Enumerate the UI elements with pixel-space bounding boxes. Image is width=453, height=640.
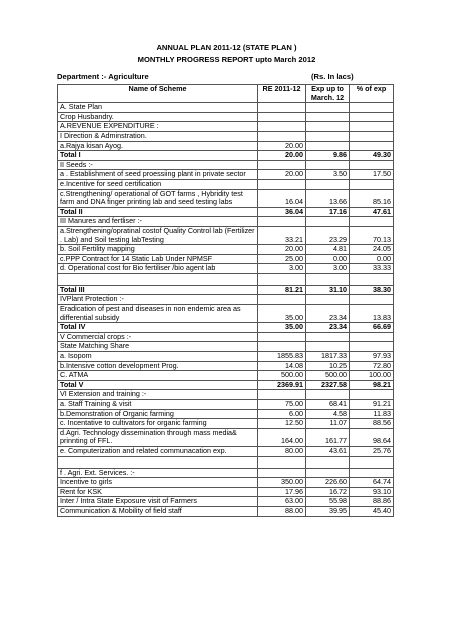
table-row bbox=[58, 456, 394, 468]
scheme-name-cell: e. Computerization and related communacation exp. bbox=[58, 446, 258, 456]
table-row bbox=[58, 273, 394, 285]
exp-value-cell: 16.72 bbox=[306, 487, 350, 497]
pct-value-cell bbox=[350, 112, 394, 122]
department-label: Department :- Agriculture bbox=[57, 72, 149, 81]
pct-value-cell bbox=[350, 160, 394, 170]
table-row bbox=[58, 419, 394, 429]
col-header-scheme: Name of Scheme bbox=[58, 85, 258, 103]
exp-value-cell bbox=[306, 160, 350, 170]
report-subtitle: MONTHLY PROGRESS REPORT upto March 2012 bbox=[137, 55, 316, 64]
pct-value-cell: 88.86 bbox=[350, 497, 394, 507]
pct-value-cell: 24.05 bbox=[350, 245, 394, 255]
exp-value-cell: 161.77 bbox=[306, 428, 350, 446]
exp-value-cell: 23.34 bbox=[306, 323, 350, 333]
re-value-cell bbox=[258, 122, 306, 132]
re-value-cell: 75.00 bbox=[258, 400, 306, 410]
exp-value-cell: 31.10 bbox=[306, 285, 350, 295]
scheme-name-cell bbox=[58, 273, 258, 285]
pct-value-cell bbox=[350, 179, 394, 189]
exp-value-cell: 13.66 bbox=[306, 189, 350, 207]
table-row bbox=[58, 305, 394, 323]
scheme-name-cell: a.Rajya kisan Ayog. bbox=[58, 141, 258, 151]
exp-value-cell: 43.61 bbox=[306, 446, 350, 456]
scheme-name-cell: A. State Plan bbox=[58, 103, 258, 113]
table-row bbox=[58, 342, 394, 352]
scheme-name-cell: c.Strengthening/ operational of GOT farms , Hybridity test farm and DNA finger printing lab and seed testing labs bbox=[58, 189, 258, 207]
exp-value-cell bbox=[306, 273, 350, 285]
re-value-cell: 3.00 bbox=[258, 264, 306, 274]
table-row bbox=[58, 506, 394, 516]
scheme-name-cell: a. Staff Training & visit bbox=[58, 400, 258, 410]
exp-value-cell: 10.25 bbox=[306, 361, 350, 371]
pct-value-cell: 98.64 bbox=[350, 428, 394, 446]
pct-value-cell: 85.16 bbox=[350, 189, 394, 207]
scheme-name-cell: b. Soil Fertility mapping bbox=[58, 245, 258, 255]
re-value-cell: 20.00 bbox=[258, 245, 306, 255]
table-row bbox=[58, 468, 394, 478]
exp-value-cell bbox=[306, 179, 350, 189]
pct-value-cell: 70.13 bbox=[350, 226, 394, 244]
scheme-name-cell: IVPlant Protection :- bbox=[58, 295, 258, 305]
scheme-name-cell: Eradication of pest and diseases in non endemic area as differential subsidy bbox=[58, 305, 258, 323]
exp-value-cell bbox=[306, 332, 350, 342]
scheme-name-cell: c.PPP Contract for 14 Static Lab Under NPMSF bbox=[58, 254, 258, 264]
department-line bbox=[57, 72, 382, 82]
scheme-name-cell bbox=[58, 456, 258, 468]
pct-value-cell: 97.93 bbox=[350, 352, 394, 362]
progress-table bbox=[57, 84, 394, 517]
re-value-cell bbox=[258, 179, 306, 189]
re-value-cell: 500.00 bbox=[258, 371, 306, 381]
pct-value-cell bbox=[350, 217, 394, 227]
exp-value-cell: 55.98 bbox=[306, 497, 350, 507]
pct-value-cell: 25.76 bbox=[350, 446, 394, 456]
table-row bbox=[58, 390, 394, 400]
re-value-cell bbox=[258, 390, 306, 400]
scheme-name-cell: V Commercial crops :- bbox=[58, 332, 258, 342]
table-row bbox=[58, 226, 394, 244]
scheme-name-cell: Incentive to girls bbox=[58, 478, 258, 488]
col-header-re: RE 2011-12 bbox=[258, 85, 306, 103]
table-row bbox=[58, 380, 394, 390]
exp-value-cell: 4.81 bbox=[306, 245, 350, 255]
pct-value-cell: 66.69 bbox=[350, 323, 394, 333]
re-value-cell bbox=[258, 160, 306, 170]
scheme-name-cell: II Seeds :- bbox=[58, 160, 258, 170]
pct-value-cell: 47.61 bbox=[350, 207, 394, 217]
scheme-name-cell: Total III bbox=[58, 285, 258, 295]
exp-value-cell bbox=[306, 217, 350, 227]
pct-value-cell: 100.00 bbox=[350, 371, 394, 381]
re-value-cell: 17.96 bbox=[258, 487, 306, 497]
exp-value-cell: 23.29 bbox=[306, 226, 350, 244]
re-value-cell: 12.50 bbox=[258, 419, 306, 429]
table-row bbox=[58, 112, 394, 122]
pct-value-cell: 17.50 bbox=[350, 170, 394, 180]
exp-value-cell: 500.00 bbox=[306, 371, 350, 381]
pct-value-cell: 38.30 bbox=[350, 285, 394, 295]
table-row bbox=[58, 409, 394, 419]
re-value-cell bbox=[258, 131, 306, 141]
table-row bbox=[58, 254, 394, 264]
table-row bbox=[58, 179, 394, 189]
re-value-cell: 33.21 bbox=[258, 226, 306, 244]
scheme-name-cell: a.Strengthening/opratinal costof Quality Control lab (Fertilizer . Lab) and Soil testing labTesting bbox=[58, 226, 258, 244]
pct-value-cell bbox=[350, 103, 394, 113]
exp-value-cell: 3.50 bbox=[306, 170, 350, 180]
table-row bbox=[58, 352, 394, 362]
re-value-cell: 80.00 bbox=[258, 446, 306, 456]
table-row bbox=[58, 264, 394, 274]
table-row bbox=[58, 332, 394, 342]
re-value-cell bbox=[258, 468, 306, 478]
exp-value-cell: 23.34 bbox=[306, 305, 350, 323]
table-row bbox=[58, 428, 394, 446]
scheme-name-cell: State Matching Share bbox=[58, 342, 258, 352]
exp-value-cell bbox=[306, 122, 350, 132]
re-value-cell bbox=[258, 295, 306, 305]
table-row bbox=[58, 217, 394, 227]
re-value-cell bbox=[258, 273, 306, 285]
table-row bbox=[58, 141, 394, 151]
scheme-name-cell: e.Incentive for seed certification bbox=[58, 179, 258, 189]
exp-value-cell bbox=[306, 456, 350, 468]
scheme-name-cell: Total I bbox=[58, 151, 258, 161]
pct-value-cell: 45.40 bbox=[350, 506, 394, 516]
exp-value-cell bbox=[306, 295, 350, 305]
pct-value-cell bbox=[350, 122, 394, 132]
exp-value-cell bbox=[306, 141, 350, 151]
table-row bbox=[58, 131, 394, 141]
exp-value-cell bbox=[306, 112, 350, 122]
re-value-cell bbox=[258, 332, 306, 342]
exp-value-cell: 1817.33 bbox=[306, 352, 350, 362]
table-row bbox=[58, 285, 394, 295]
scheme-name-cell: d. Operational cost for Bio fertiliser /bio agent lab bbox=[58, 264, 258, 274]
scheme-name-cell: c. Incentative to cultivators for organic farming bbox=[58, 419, 258, 429]
pct-value-cell bbox=[350, 456, 394, 468]
table-body bbox=[58, 103, 394, 516]
re-value-cell: 14.08 bbox=[258, 361, 306, 371]
re-value-cell: 35.00 bbox=[258, 305, 306, 323]
re-value-cell bbox=[258, 103, 306, 113]
re-value-cell: 88.00 bbox=[258, 506, 306, 516]
scheme-name-cell: I Direction & Adminstration. bbox=[58, 131, 258, 141]
exp-value-cell: 3.00 bbox=[306, 264, 350, 274]
scheme-name-cell: Communication & Mobility of field staff bbox=[58, 506, 258, 516]
exp-value-cell: 2327.58 bbox=[306, 380, 350, 390]
table-row bbox=[58, 295, 394, 305]
pct-value-cell: 98.21 bbox=[350, 380, 394, 390]
exp-value-cell: 226.60 bbox=[306, 478, 350, 488]
pct-value-cell: 0.00 bbox=[350, 254, 394, 264]
pct-value-cell: 88.56 bbox=[350, 419, 394, 429]
table-row bbox=[58, 361, 394, 371]
scheme-name-cell: a . Establishment of seed proessiing plant in private sector bbox=[58, 170, 258, 180]
exp-value-cell: 68.41 bbox=[306, 400, 350, 410]
scheme-name-cell: Inter / Intra State Exposure visit of Farmers bbox=[58, 497, 258, 507]
table-row bbox=[58, 497, 394, 507]
scheme-name-cell: Total V bbox=[58, 380, 258, 390]
scheme-name-cell: Crop Husbandry. bbox=[58, 112, 258, 122]
re-value-cell bbox=[258, 217, 306, 227]
table-row bbox=[58, 478, 394, 488]
re-value-cell: 35.00 bbox=[258, 323, 306, 333]
re-value-cell: 6.00 bbox=[258, 409, 306, 419]
scheme-name-cell: III Manures and fertliser :- bbox=[58, 217, 258, 227]
units-label: (Rs. In lacs) bbox=[311, 72, 354, 81]
scheme-name-cell: Total II bbox=[58, 207, 258, 217]
pct-value-cell: 93.10 bbox=[350, 487, 394, 497]
exp-value-cell bbox=[306, 390, 350, 400]
table-row bbox=[58, 170, 394, 180]
pct-value-cell bbox=[350, 342, 394, 352]
table-row bbox=[58, 151, 394, 161]
scheme-name-cell: f . Agri. Ext. Services. :- bbox=[58, 468, 258, 478]
exp-value-cell: 0.00 bbox=[306, 254, 350, 264]
table-row bbox=[58, 487, 394, 497]
scheme-name-cell: VI Extension and training :- bbox=[58, 390, 258, 400]
pct-value-cell: 13.83 bbox=[350, 305, 394, 323]
pct-value-cell: 11.83 bbox=[350, 409, 394, 419]
re-value-cell: 350.00 bbox=[258, 478, 306, 488]
pct-value-cell: 64.74 bbox=[350, 478, 394, 488]
exp-value-cell bbox=[306, 103, 350, 113]
pct-value-cell bbox=[350, 468, 394, 478]
re-value-cell: 36.04 bbox=[258, 207, 306, 217]
pct-value-cell bbox=[350, 273, 394, 285]
pct-value-cell bbox=[350, 131, 394, 141]
table-row bbox=[58, 160, 394, 170]
re-value-cell: 164.00 bbox=[258, 428, 306, 446]
table-row bbox=[58, 323, 394, 333]
exp-value-cell bbox=[306, 468, 350, 478]
table-row bbox=[58, 446, 394, 456]
table-row bbox=[58, 103, 394, 113]
table-row bbox=[58, 400, 394, 410]
scheme-name-cell: C. ATMA bbox=[58, 371, 258, 381]
re-value-cell: 16.04 bbox=[258, 189, 306, 207]
table-row bbox=[58, 189, 394, 207]
pct-value-cell: 72.80 bbox=[350, 361, 394, 371]
scheme-name-cell: Rent for KSK bbox=[58, 487, 258, 497]
pct-value-cell bbox=[350, 390, 394, 400]
table-row bbox=[58, 207, 394, 217]
pct-value-cell bbox=[350, 295, 394, 305]
table-row bbox=[58, 245, 394, 255]
re-value-cell bbox=[258, 112, 306, 122]
re-value-cell: 20.00 bbox=[258, 141, 306, 151]
pct-value-cell: 33.33 bbox=[350, 264, 394, 274]
exp-value-cell: 9.86 bbox=[306, 151, 350, 161]
re-value-cell: 63.00 bbox=[258, 497, 306, 507]
col-header-pct: % of exp bbox=[350, 85, 394, 103]
scheme-name-cell: a. Isopom bbox=[58, 352, 258, 362]
pct-value-cell: 91.21 bbox=[350, 400, 394, 410]
table-row bbox=[58, 371, 394, 381]
re-value-cell bbox=[258, 342, 306, 352]
re-value-cell: 25.00 bbox=[258, 254, 306, 264]
re-value-cell: 20.00 bbox=[258, 170, 306, 180]
pct-value-cell: 49.30 bbox=[350, 151, 394, 161]
scheme-name-cell: d.Agri. Technology dissemination through mass media& prinnting of FFL. bbox=[58, 428, 258, 446]
re-value-cell: 2369.91 bbox=[258, 380, 306, 390]
pct-value-cell bbox=[350, 141, 394, 151]
report-title: ANNUAL PLAN 2011-12 (STATE PLAN ) bbox=[156, 43, 297, 52]
re-value-cell: 1855.83 bbox=[258, 352, 306, 362]
exp-value-cell bbox=[306, 131, 350, 141]
col-header-exp: Exp up to March. 12 bbox=[306, 85, 350, 103]
scheme-name-cell: b.Demonstration of Organic farming bbox=[58, 409, 258, 419]
exp-value-cell: 11.07 bbox=[306, 419, 350, 429]
re-value-cell bbox=[258, 456, 306, 468]
exp-value-cell: 39.95 bbox=[306, 506, 350, 516]
exp-value-cell bbox=[306, 342, 350, 352]
re-value-cell: 20.00 bbox=[258, 151, 306, 161]
pct-value-cell bbox=[350, 332, 394, 342]
scheme-name-cell: Total IV bbox=[58, 323, 258, 333]
re-value-cell: 81.21 bbox=[258, 285, 306, 295]
scheme-name-cell: b.Intensive cotton development Prog. bbox=[58, 361, 258, 371]
exp-value-cell: 17.16 bbox=[306, 207, 350, 217]
scheme-name-cell: A.REVENUE EXPENDITURE : bbox=[58, 122, 258, 132]
exp-value-cell: 4.58 bbox=[306, 409, 350, 419]
table-row bbox=[58, 122, 394, 132]
